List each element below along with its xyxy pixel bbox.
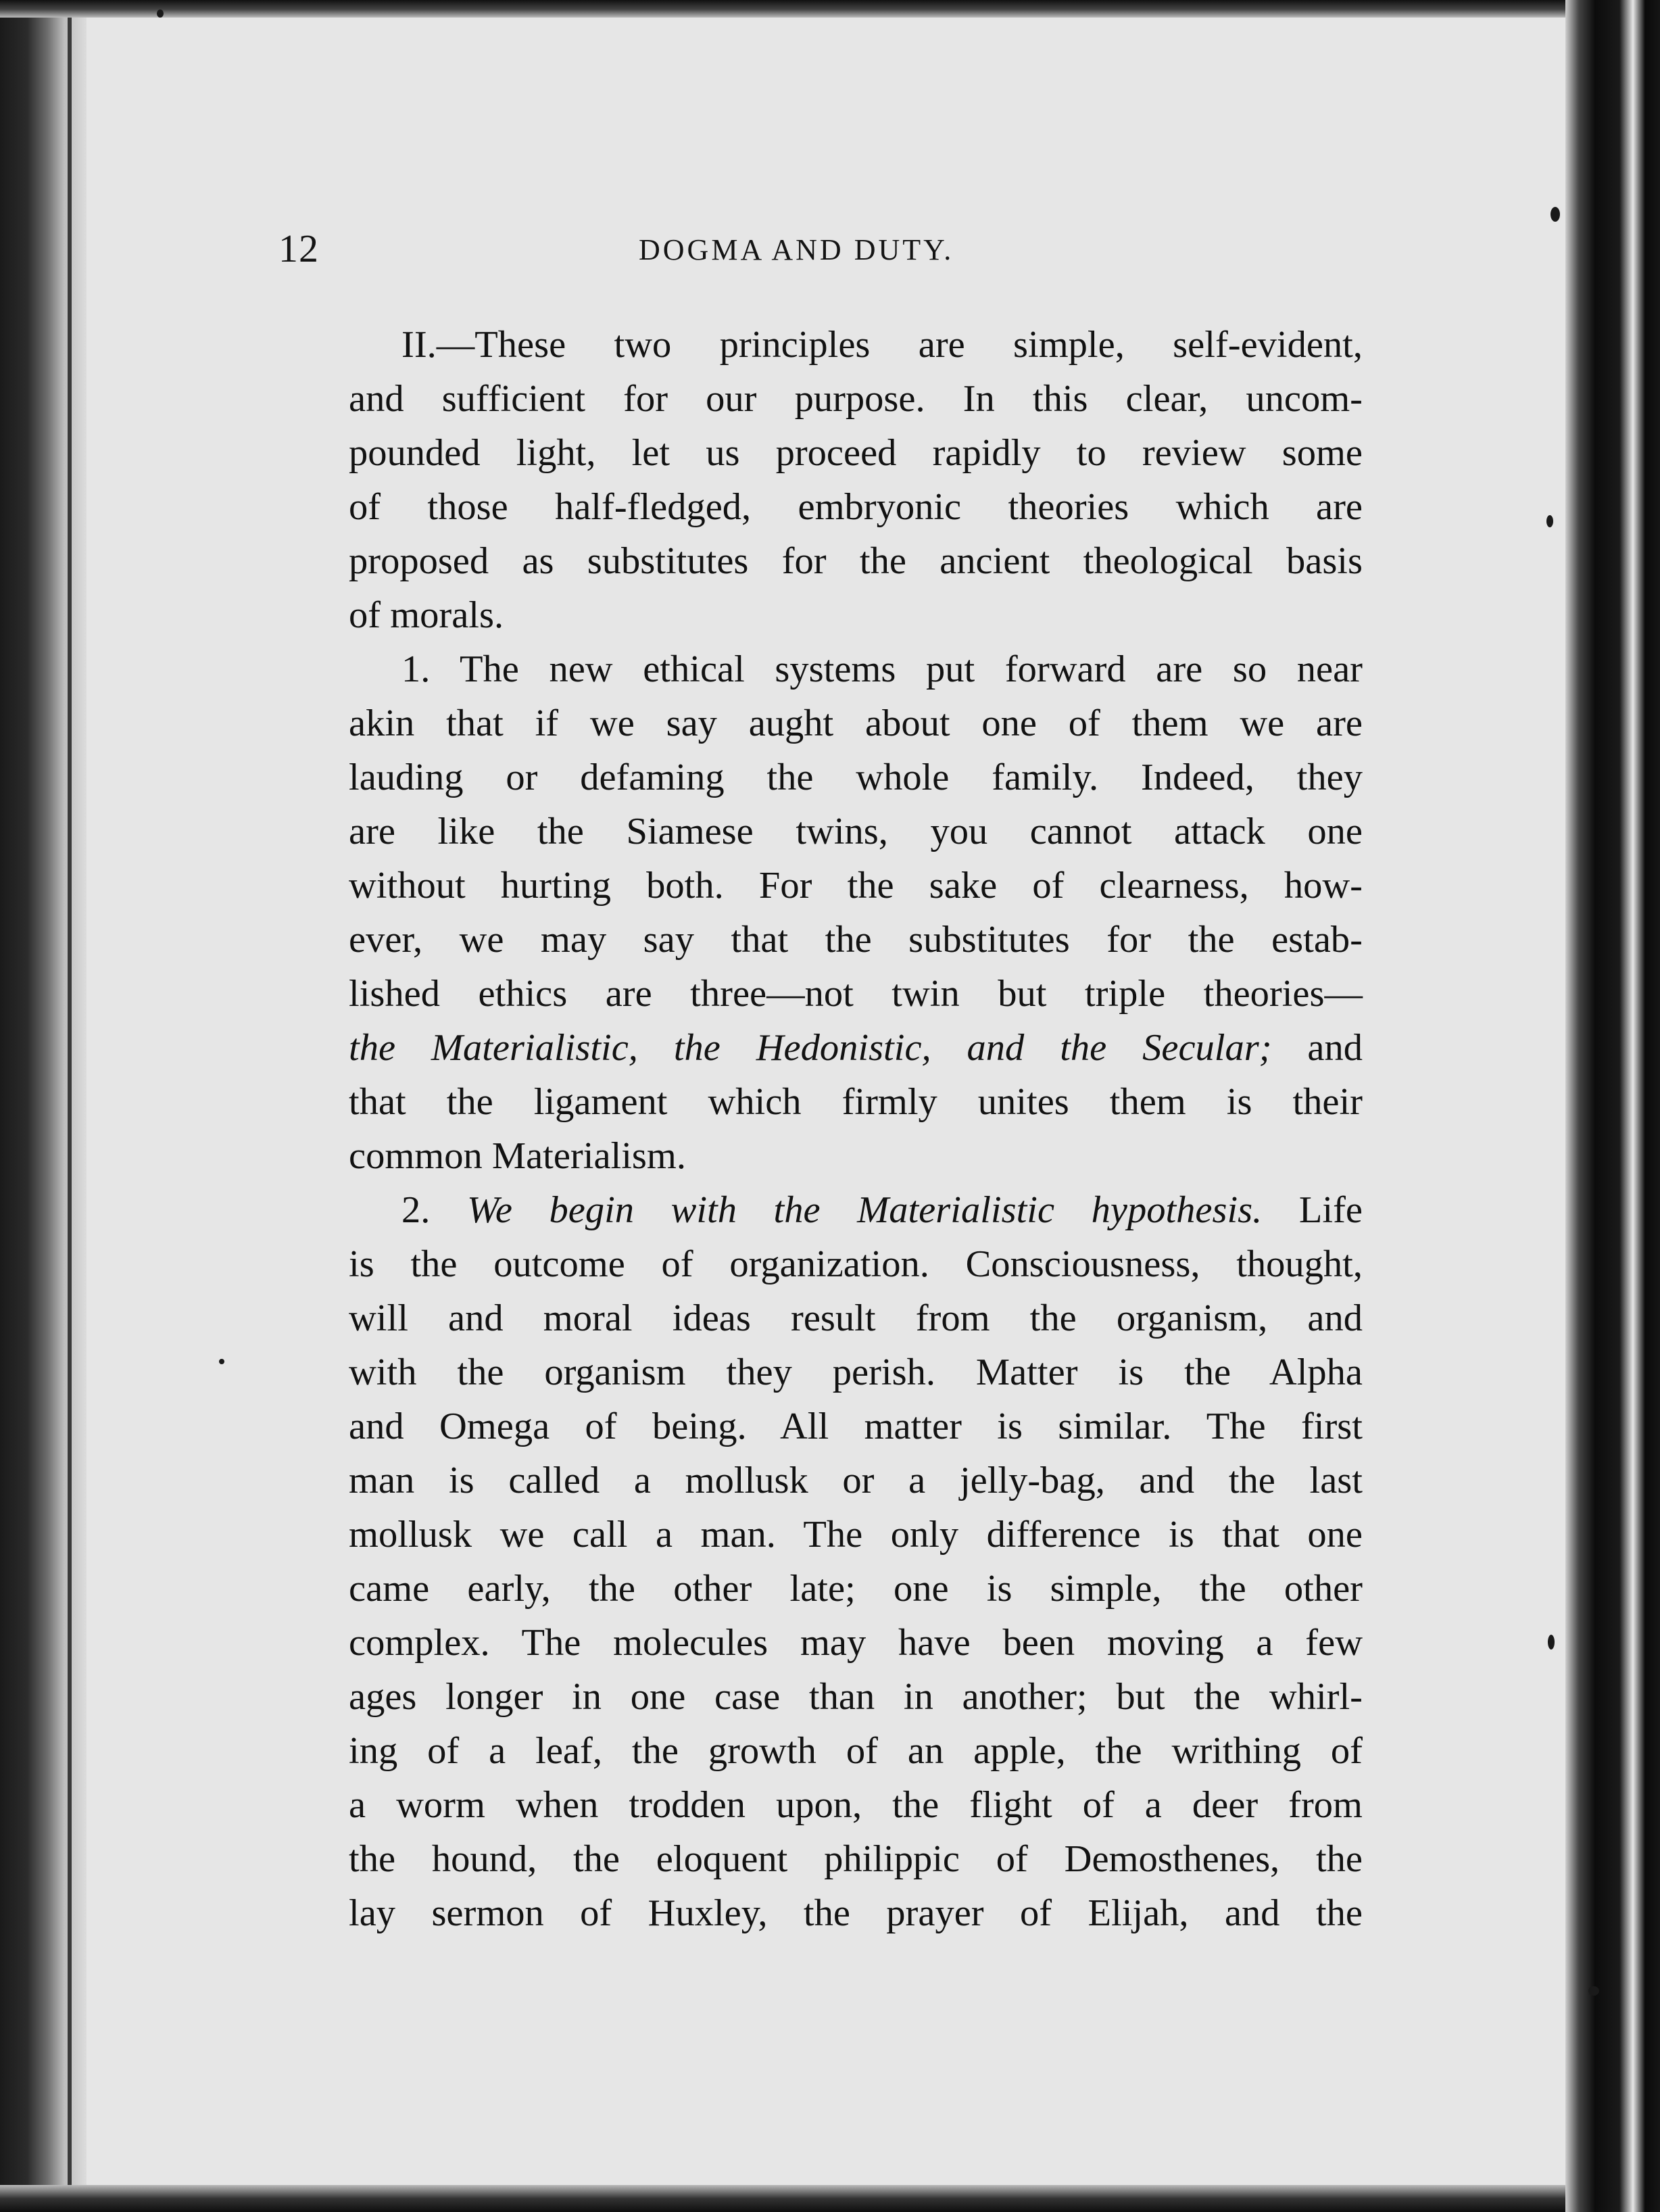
text-line: II.—These two principles are simple, self-evident,	[401, 324, 1363, 366]
text-line: complex. The molecules may have been moving a few	[349, 1622, 1363, 1664]
page-number: 12	[278, 226, 319, 270]
binding-line	[68, 0, 72, 2212]
text-line: without hurting both. For the sake of clearness, how-	[349, 865, 1363, 907]
text-line: with the organism they perish. Matter is the Alpha	[349, 1351, 1363, 1393]
text-line: man is called a mollusk or a jelly-bag, and the last	[349, 1460, 1363, 1501]
text-line: lauding or defaming the whole family. Indeed, they	[349, 756, 1363, 798]
text-line: ever, we may say that the substitutes for the estab-	[349, 919, 1363, 961]
text-line: the hound, the eloquent philippic of Demosthenes, the	[349, 1838, 1363, 1880]
text-line: ages longer in one case than in another; but the whirl-	[349, 1676, 1363, 1718]
text-line: and Omega of being. All matter is similar. The first	[349, 1405, 1363, 1447]
text-line-lead	[296, 1183, 1363, 1237]
text-line-italic	[296, 1021, 1363, 1075]
top-scan-edge	[0, 0, 1660, 18]
text-line: lay sermon of Huxley, the prayer of Elijah, and the	[349, 1892, 1363, 1934]
text-fragment: Life	[1262, 1189, 1363, 1231]
scan-speck	[1588, 1986, 1599, 1996]
binding-edge	[0, 0, 87, 2212]
text-line: 1. The new ethical systems put forward are so near	[401, 648, 1363, 690]
scan-speck	[1546, 515, 1553, 527]
scan-speck	[157, 9, 164, 18]
paragraph-ethical-systems	[296, 642, 1363, 1183]
paragraph-principles	[296, 318, 1363, 642]
text-line: and sufficient for our purpose. In this clear, uncom-	[349, 378, 1363, 420]
text-line: lished ethics are three—not twin but triple theories—	[349, 973, 1363, 1015]
scan-speck	[219, 1359, 224, 1364]
scan-speck	[1548, 1635, 1555, 1650]
text-line: came early, the other late; one is simple, the other	[349, 1568, 1363, 1610]
text-line: common Materialism.	[349, 1135, 686, 1177]
bottom-scan-edge	[0, 2185, 1660, 2212]
body-text	[296, 318, 1363, 1940]
italic-theories: the Materialistic, the Hedonistic, and the Secular;	[349, 1027, 1272, 1069]
text-line: of morals.	[349, 594, 504, 636]
page-header	[0, 226, 1660, 270]
fore-edge	[1565, 0, 1660, 2212]
text-line: will and moral ideas result from the organism, and	[349, 1297, 1363, 1339]
paragraph-materialistic	[296, 1183, 1363, 1940]
text-line: akin that if we say aught about one of them we are	[349, 702, 1363, 744]
text-line: of those half-fledged, embryonic theories which are	[349, 486, 1363, 528]
text-line: pounded light, let us proceed rapidly to review some	[349, 432, 1363, 474]
text-fragment: and	[1271, 1027, 1363, 1069]
text-line: ing of a leaf, the growth of an apple, the writhing of	[349, 1730, 1363, 1772]
text-line: a worm when trodden upon, the flight of a deer from	[349, 1784, 1363, 1826]
running-title: DOGMA AND DUTY.	[639, 233, 954, 266]
section-number: 2.	[401, 1189, 467, 1231]
italic-hypothesis: We begin with the Materialistic hypothesis.	[466, 1189, 1263, 1231]
text-line: mollusk we call a man. The only difference is that one	[349, 1514, 1363, 1556]
text-line: proposed as substitutes for the ancient theological basis	[349, 540, 1363, 582]
text-line: that the ligament which firmly unites them is their	[349, 1081, 1363, 1123]
text-line: are like the Siamese twins, you cannot attack one	[349, 811, 1363, 852]
scan-speck	[1551, 207, 1560, 222]
text-line: is the outcome of organization. Consciousness, thought,	[349, 1243, 1363, 1285]
